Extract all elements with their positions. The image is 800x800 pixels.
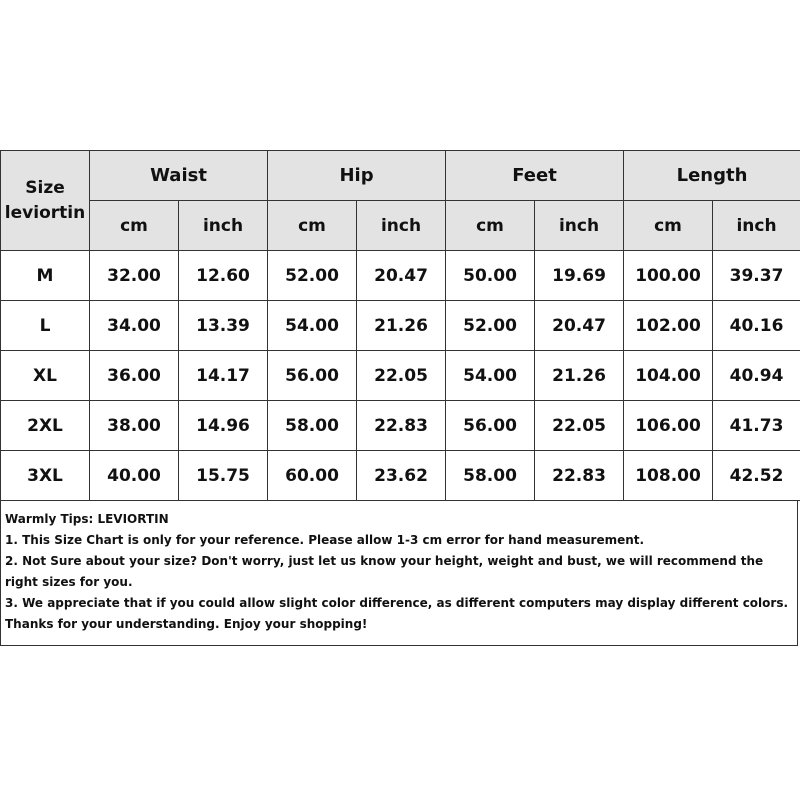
value-cell: 36.00 — [90, 351, 179, 401]
value-cell: 106.00 — [624, 401, 713, 451]
value-cell: 41.73 — [713, 401, 800, 451]
size-cell: 3XL — [1, 451, 90, 501]
value-cell: 56.00 — [446, 401, 535, 451]
value-cell: 52.00 — [446, 301, 535, 351]
value-cell: 21.26 — [535, 351, 624, 401]
value-cell: 13.39 — [179, 301, 268, 351]
value-cell: 58.00 — [446, 451, 535, 501]
unit-header-feet-inch: inch — [535, 201, 624, 251]
unit-header-length-cm: cm — [624, 201, 713, 251]
unit-header-length-inch: inch — [713, 201, 800, 251]
value-cell: 22.05 — [535, 401, 624, 451]
value-cell: 21.26 — [357, 301, 446, 351]
size-chart — [0, 150, 800, 646]
brand-label: leviortin — [4, 202, 86, 223]
value-cell: 19.69 — [535, 251, 624, 301]
value-cell: 22.05 — [357, 351, 446, 401]
size-cell: L — [1, 301, 90, 351]
value-cell: 60.00 — [268, 451, 357, 501]
table-row — [1, 401, 800, 451]
tip-line-3: 3. We appreciate that if you could allow slight color difference, as different computers may display different colors. — [5, 596, 789, 610]
tips-box — [0, 501, 798, 646]
size-header-cell — [1, 151, 90, 251]
size-cell: M — [1, 251, 90, 301]
value-cell: 108.00 — [624, 451, 713, 501]
group-header-waist: Waist — [90, 151, 268, 201]
group-header-length: Length — [624, 151, 800, 201]
value-cell: 100.00 — [624, 251, 713, 301]
value-cell: 38.00 — [90, 401, 179, 451]
value-cell: 104.00 — [624, 351, 713, 401]
value-cell: 22.83 — [535, 451, 624, 501]
value-cell: 40.94 — [713, 351, 800, 401]
value-cell: 52.00 — [268, 251, 357, 301]
unit-header-waist-cm: cm — [90, 201, 179, 251]
table-row — [1, 301, 800, 351]
group-header-feet: Feet — [446, 151, 624, 201]
value-cell: 42.52 — [713, 451, 800, 501]
value-cell: 56.00 — [268, 351, 357, 401]
value-cell: 14.96 — [179, 401, 268, 451]
value-cell: 40.00 — [90, 451, 179, 501]
unit-header-hip-inch: inch — [357, 201, 446, 251]
value-cell: 102.00 — [624, 301, 713, 351]
table-row — [1, 351, 800, 401]
tips-heading: Warmly Tips: LEVIORTIN — [5, 512, 169, 526]
value-cell: 12.60 — [179, 251, 268, 301]
size-cell: 2XL — [1, 401, 90, 451]
value-cell: 34.00 — [90, 301, 179, 351]
value-cell: 14.17 — [179, 351, 268, 401]
unit-header-feet-cm: cm — [446, 201, 535, 251]
value-cell: 20.47 — [357, 251, 446, 301]
size-table — [0, 150, 800, 501]
table-row — [1, 251, 800, 301]
table-row — [1, 451, 800, 501]
value-cell: 20.47 — [535, 301, 624, 351]
tip-line-1: 1. This Size Chart is only for your reference. Please allow 1-3 cm error for hand measurement. — [5, 533, 645, 547]
group-header-hip: Hip — [268, 151, 446, 201]
size-cell: XL — [1, 351, 90, 401]
value-cell: 39.37 — [713, 251, 800, 301]
value-cell: 32.00 — [90, 251, 179, 301]
tip-line-2: 2. Not Sure about your size? Don't worry, just let us know your height, weight and bust, we will recommend the right sizes for you. — [5, 554, 764, 589]
value-cell: 23.62 — [357, 451, 446, 501]
value-cell: 54.00 — [446, 351, 535, 401]
unit-header-hip-cm: cm — [268, 201, 357, 251]
value-cell: 15.75 — [179, 451, 268, 501]
tips-closing: Thanks for your understanding. Enjoy your shopping! — [5, 617, 368, 631]
value-cell: 40.16 — [713, 301, 800, 351]
unit-header-waist-inch: inch — [179, 201, 268, 251]
value-cell: 22.83 — [357, 401, 446, 451]
size-label: Size — [25, 177, 65, 198]
value-cell: 54.00 — [268, 301, 357, 351]
value-cell: 50.00 — [446, 251, 535, 301]
value-cell: 58.00 — [268, 401, 357, 451]
